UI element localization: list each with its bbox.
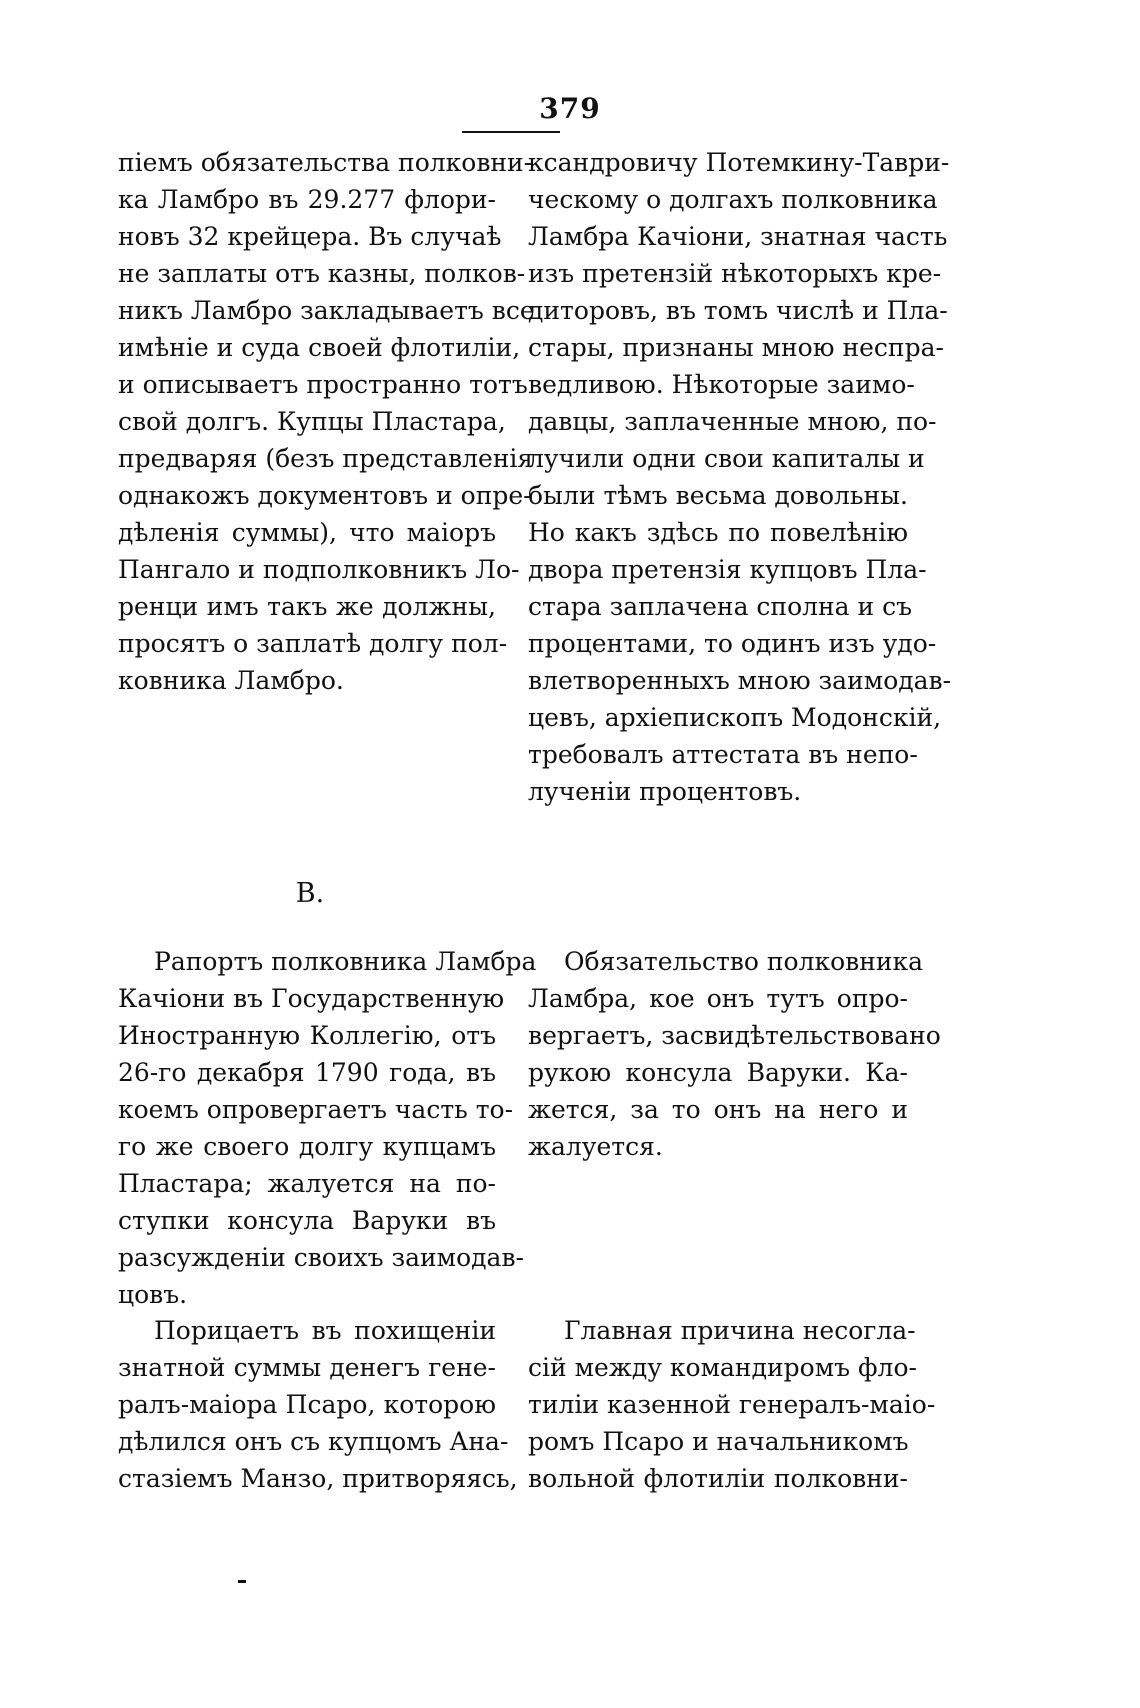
text-line: Пластара; жалуется на по- [118, 1169, 496, 1198]
text-line: Порицаетъ въ похищеніи [154, 1316, 496, 1345]
text-line: ралъ-маіора Псаро, которою [118, 1390, 496, 1419]
text-line: лученіи процентовъ. [528, 777, 802, 806]
text-line: вергаетъ, засвидѣтельствовано [528, 1021, 941, 1050]
text-line: давцы, заплаченные мною, по- [528, 407, 937, 436]
text-line: Пангало и подполковникъ Ло- [118, 555, 520, 584]
text-line: Качіони въ Государственную [118, 984, 505, 1013]
text-line: ческому о долгахъ полковника [528, 185, 938, 214]
section-heading: В. [295, 878, 325, 909]
text-line: ведливою. Нѣкоторые заимо- [528, 370, 915, 399]
text-line: Рапортъ полковника Ламбра [154, 947, 537, 976]
left-column-accusation-paragraph [118, 1312, 518, 1497]
text-line: рукою консула Варуки. Ка- [528, 1058, 908, 1087]
right-column-top-paragraph [528, 144, 952, 810]
text-line: не заплаты отъ казны, полков- [118, 259, 526, 288]
text-line: имѣніе и суда своей флотиліи, [118, 333, 521, 362]
text-line: никъ Ламбро закладываетъ все [118, 296, 535, 325]
text-line: ксандровичу Потемкину-Таври- [528, 148, 950, 177]
text-line: лучили одни свои капиталы и [528, 444, 925, 473]
page-number-rule [462, 131, 560, 133]
right-column-commentary [528, 943, 941, 1165]
text-line: влетворенныхъ мною заимодав- [528, 666, 952, 695]
text-line: свой долгъ. Купцы Пластара, [118, 407, 506, 436]
page-number: 379 [539, 92, 601, 125]
text-line: предваряя (безъ представленія [118, 444, 534, 473]
text-line: вольной флотиліи полковни- [528, 1464, 908, 1493]
text-line: цовъ. [118, 1280, 188, 1309]
text-line: 26-го декабря 1790 года, въ [118, 1058, 496, 1087]
text-line: ступки консула Варуки въ [118, 1206, 496, 1235]
text-line: новъ 32 крейцера. Въ случаѣ [118, 222, 502, 251]
text-line: стары, признаны мною неспра- [528, 333, 944, 362]
text-line: диторовъ, въ томъ числѣ и Пла- [528, 296, 948, 325]
text-line: дѣлился онъ съ купцомъ Ана- [118, 1427, 509, 1456]
text-line: дѣленія суммы), что маіоръ [118, 518, 496, 547]
text-line: ромъ Псаро и начальникомъ [528, 1427, 909, 1456]
text-line: ренци имъ такъ же должны, [118, 592, 496, 621]
text-line: однакожъ документовъ и опре- [118, 481, 532, 510]
text-line: двора претензія купцовъ Пла- [528, 555, 927, 584]
text-line: процентами, то одинъ изъ удо- [528, 629, 937, 658]
text-line: стазіемъ Манзо, притворяясь, [118, 1464, 518, 1493]
text-line: жалуется. [528, 1132, 663, 1161]
text-line: сій между командиромъ фло- [528, 1353, 917, 1382]
text-line: требовалъ аттестата въ непо- [528, 740, 918, 769]
text-line: Ламбра, кое онъ тутъ опро- [528, 984, 908, 1013]
text-line: Главная причина несогла- [564, 1316, 916, 1345]
text-line: го же своего долгу купцамъ [118, 1132, 496, 1161]
text-line: коемъ опровергаетъ часть то- [118, 1095, 514, 1124]
text-line: піемъ обязательства полковни- [118, 148, 533, 177]
text-line: и описываетъ пространно тотъ [118, 370, 528, 399]
text-line: Обязательство полковника [564, 947, 924, 976]
text-line: Но какъ здѣсь по повелѣнію [528, 518, 908, 547]
stray-dash-mark [238, 1580, 246, 1583]
text-line: Ламбра Качіони, знатная часть [528, 222, 948, 251]
text-line: изъ претензій нѣкоторыхъ кре- [528, 259, 942, 288]
text-line: ковника Ламбро. [118, 666, 344, 695]
text-line: знатной суммы денегъ гене- [118, 1353, 496, 1382]
left-column-top-paragraph [118, 144, 535, 699]
left-column-report-summary [118, 943, 537, 1313]
text-line: цевъ, архіепископъ Модонскій, [528, 703, 942, 732]
text-line: были тѣмъ весьма довольны. [528, 481, 908, 510]
text-line: стара заплачена сполна и съ [528, 592, 913, 621]
text-line: тиліи казенной генералъ-маіо- [528, 1390, 936, 1419]
text-line: ка Ламбро въ 29.277 флори- [118, 185, 496, 214]
text-line: жется, за то онъ на него и [528, 1095, 908, 1124]
text-line: Иностранную Коллегію, отъ [118, 1021, 496, 1050]
text-line: разсужденіи своихъ заимодав- [118, 1243, 524, 1272]
right-column-cause-paragraph [528, 1312, 936, 1497]
text-line: просятъ о заплатѣ долгу пол- [118, 629, 508, 658]
